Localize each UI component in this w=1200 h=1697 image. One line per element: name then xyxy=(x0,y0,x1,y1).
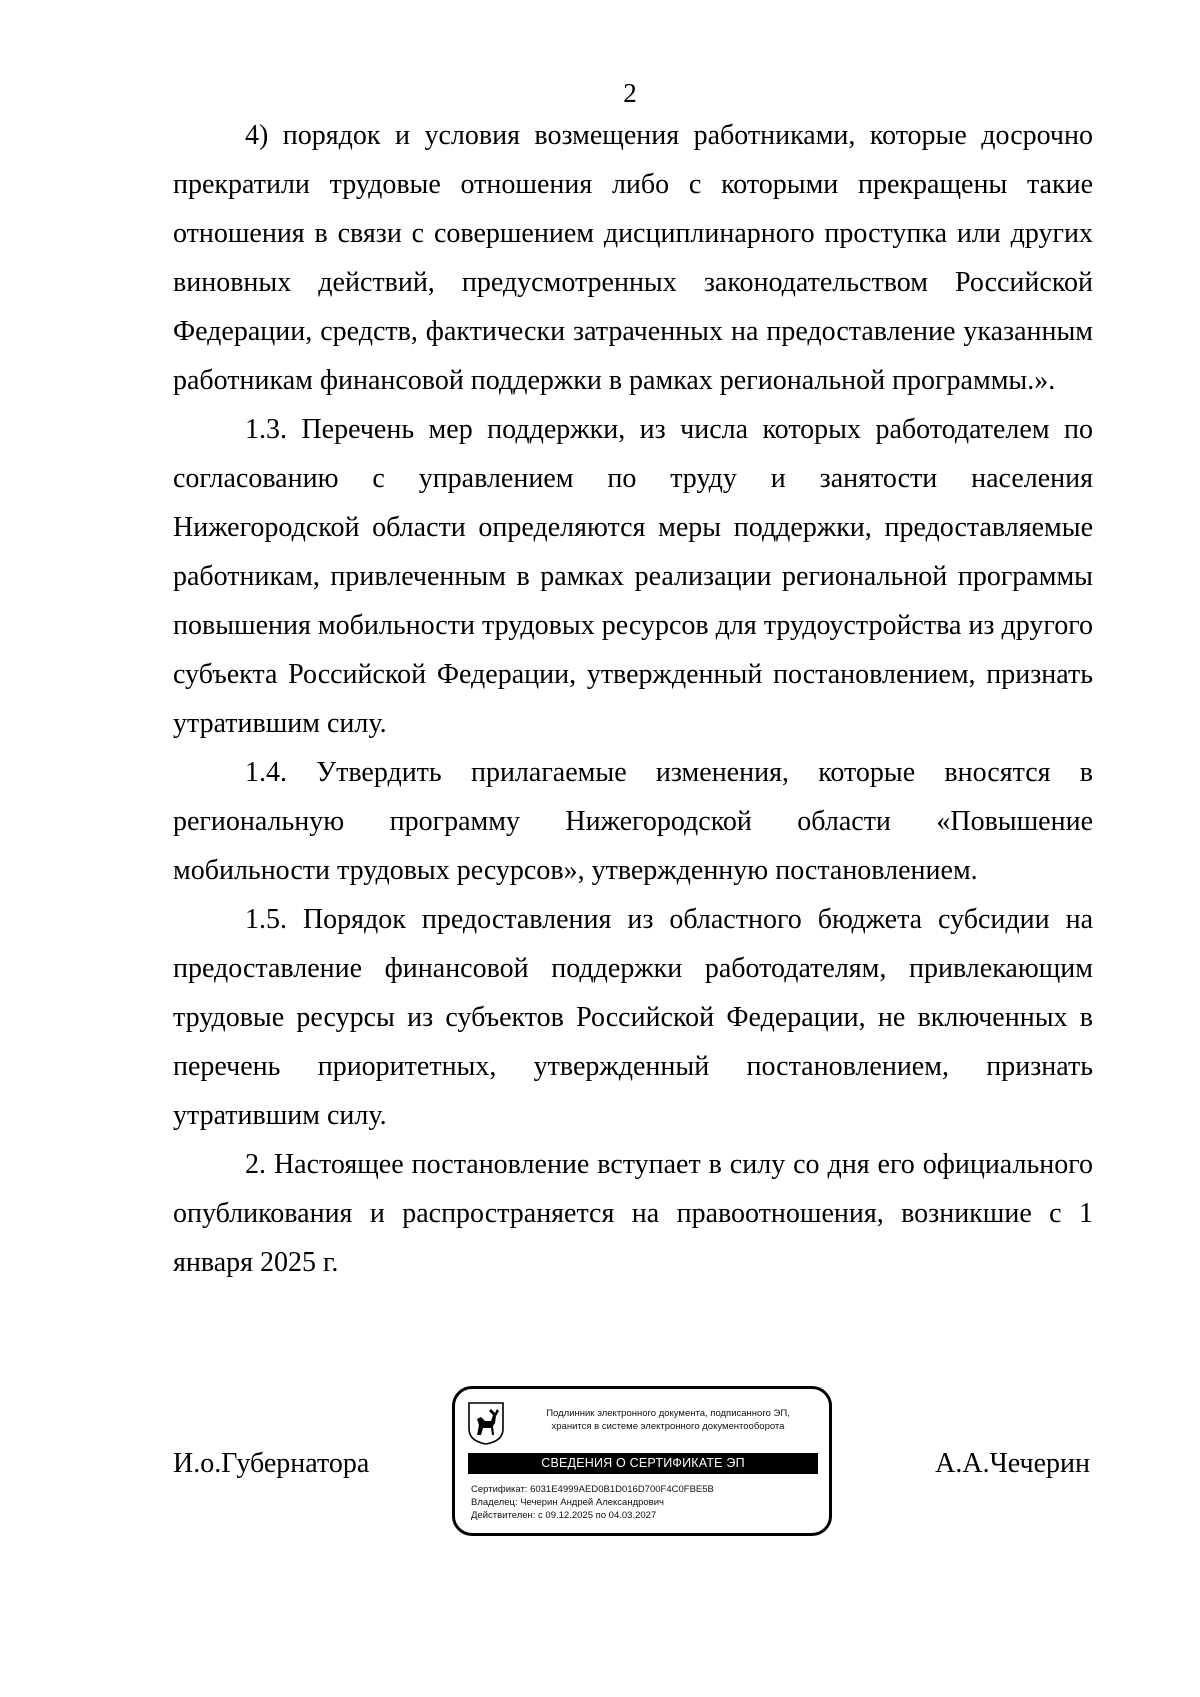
certificate-info-title: СВЕДЕНИЯ О СЕРТИФИКАТЕ ЭП xyxy=(468,1453,818,1474)
signatory-name: А.А.Чечерин xyxy=(935,1448,1090,1479)
certificate-owner: Владелец: Чечерин Андрей Александрович xyxy=(471,1497,664,1508)
paragraph-item-4-continuation: 4) порядок и условия возмещения работниками, которые досрочно прекратили трудовые отношения либо с которыми прекращены такие отношения в связи с совершением дисциплинарного проступка или других виновных действий, предусмотренных законодательством Российской Федерации, средств, фактически затраченных на предоставление указанным работникам финансовой поддержки в рамках региональной программы.». xyxy=(173,120,1093,396)
stamp-header-line-2: хранится в системе электронного документооборота xyxy=(551,1421,785,1432)
paragraph-1-5: 1.5. Порядок предоставления из областного бюджета субсидии на предоставление финансовой поддержки работодателям, привлекающим трудовые ресурсы из субъектов Российской Федерации, не включенных в перечень приоритетных, утвержденный постановлением, признать утратившим силу. xyxy=(173,904,1093,1131)
page-number: 2 xyxy=(623,78,637,108)
signatory-role: И.о.Губернатора xyxy=(173,1448,370,1479)
certificate-validity: Действителен: с 09.12.2025 по 04.03.2027 xyxy=(471,1510,657,1521)
document-body xyxy=(173,111,1093,1287)
stamp-header xyxy=(515,1407,821,1433)
certificate-details xyxy=(471,1483,714,1522)
paragraph-1-4: 1.4. Утвердить прилагаемые изменения, которые вносятся в региональную программу Нижегородской области «Повышение мобильности трудовых ресурсов», утвержденную постановлением. xyxy=(173,757,1093,886)
electronic-signature-stamp xyxy=(452,1386,832,1536)
nizhny-novgorod-deer-emblem-icon xyxy=(467,1401,505,1445)
certificate-number: Сертификат: 6031E4999AED0B1D016D700F4C0FBE5B xyxy=(471,1484,714,1495)
stamp-header-line-1: Подлинник электронного документа, подписанного ЭП, xyxy=(546,1408,790,1419)
paragraph-1-3: 1.3. Перечень мер поддержки, из числа которых работодателем по согласованию с управлением по труду и занятости населения Нижегородской области определяются меры поддержки, предоставляемые работникам, привлеченным в рамках реализации региональной программы повышения мобильности трудовых ресурсов для трудоустройства из другого субъекта Российской Федерации, утвержденный постановлением, признать утратившим силу. xyxy=(173,414,1093,739)
paragraph-2: 2. Настоящее постановление вступает в силу со дня его официального опубликования и распространяется на правоотношения, возникшие с 1 января 2025 г. xyxy=(173,1149,1093,1278)
